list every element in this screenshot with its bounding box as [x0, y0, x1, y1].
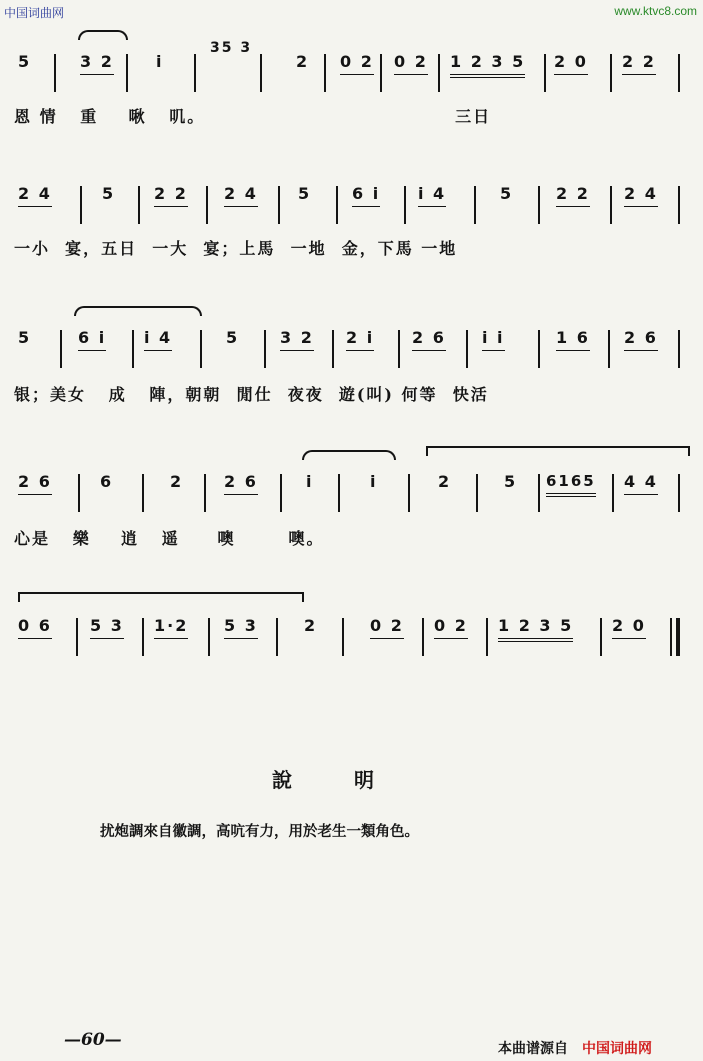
barline — [76, 618, 78, 656]
note: 2 0 — [612, 616, 646, 635]
barline — [60, 330, 62, 368]
barline — [78, 474, 80, 512]
barline — [80, 186, 82, 224]
note: 4 4 — [624, 472, 658, 491]
barline — [280, 474, 282, 512]
staff-row-1 — [14, 36, 690, 82]
lyrics-row-2: 一小 宴，五日 一大 宴；上馬 一地 金，下馬 一地 — [14, 239, 458, 258]
note: 2 6 — [18, 472, 52, 491]
barline — [466, 330, 468, 368]
lyrics-row-4: 心是 樂 逍 遥 噢 噢。 — [14, 529, 325, 548]
note: 6 i — [78, 328, 106, 347]
note: 0 2 — [434, 616, 468, 635]
note: 0 2 — [340, 52, 374, 71]
note: 2 6 — [412, 328, 446, 347]
barline — [422, 618, 424, 656]
barline — [200, 330, 202, 368]
barline — [206, 186, 208, 224]
barline — [138, 186, 140, 224]
note: 2 — [438, 472, 452, 491]
note: i — [370, 472, 378, 491]
barline — [538, 474, 540, 512]
barline — [132, 330, 134, 368]
barline — [678, 186, 680, 224]
source-label: 本曲谱源自 — [498, 1041, 568, 1057]
barline — [278, 186, 280, 224]
note: 0 2 — [370, 616, 404, 635]
note: i i — [482, 328, 505, 347]
note: 1 2 3 5 — [450, 52, 525, 71]
page-number: —60— — [64, 1030, 122, 1050]
note: 1·2 — [154, 616, 188, 635]
explanation-heading: 說明 — [272, 768, 436, 792]
staff-row-3 — [14, 312, 690, 358]
barline — [678, 54, 680, 92]
barline — [474, 186, 476, 224]
barline — [408, 474, 410, 512]
barline — [678, 330, 680, 368]
note: 5 — [226, 328, 240, 347]
note: 1 6 — [556, 328, 590, 347]
barline — [610, 186, 612, 224]
staff-row-5 — [14, 600, 690, 646]
staff-row-4 — [14, 456, 690, 502]
note: 5 — [18, 328, 32, 347]
site-watermark-right: www.ktvc8.com — [614, 4, 697, 18]
note: 2 4 — [624, 184, 658, 203]
note: 5 — [504, 472, 518, 491]
note: 6165 — [546, 472, 596, 490]
lyrics-row-1: 恩 情 重 啾 叽。 三日 — [14, 107, 492, 126]
final-barline — [676, 618, 680, 656]
barline — [612, 474, 614, 512]
barline — [404, 186, 406, 224]
barline — [142, 474, 144, 512]
source-brand: 中国词曲网 — [582, 1041, 652, 1057]
note: 2 6 — [224, 472, 258, 491]
note: 2 2 — [154, 184, 188, 203]
barline — [380, 54, 382, 92]
barline — [338, 474, 340, 512]
barline — [332, 330, 334, 368]
note: i — [306, 472, 314, 491]
note: 1 2 3 5 — [498, 616, 573, 635]
note: 5 — [298, 184, 312, 203]
note: i 4 — [418, 184, 446, 203]
barline — [600, 618, 602, 656]
note: 2 — [296, 52, 310, 71]
barline — [142, 618, 144, 656]
phrase-line — [426, 446, 690, 456]
source-credit — [498, 1038, 652, 1058]
note: 2 4 — [224, 184, 258, 203]
tie-arc — [302, 450, 396, 460]
note: 2 0 — [554, 52, 588, 71]
barline — [324, 54, 326, 92]
barline — [610, 54, 612, 92]
site-watermark-left: 中国词曲网 — [4, 6, 65, 20]
barline — [670, 618, 672, 656]
note: 6 i — [352, 184, 380, 203]
tie-arc — [74, 306, 202, 316]
note: 5 3 — [224, 616, 258, 635]
barline — [538, 330, 540, 368]
barline — [126, 54, 128, 92]
note: 3 2 — [280, 328, 314, 347]
note: 2 2 — [622, 52, 656, 71]
note: 5 3 — [90, 616, 124, 635]
barline — [476, 474, 478, 512]
note: 2 6 — [624, 328, 658, 347]
barline — [608, 330, 610, 368]
note: 5 — [500, 184, 514, 203]
note: 3 2 — [80, 52, 114, 71]
note: 6 — [100, 472, 114, 491]
note: 35 3 — [210, 40, 253, 56]
barline — [208, 618, 210, 656]
note: 2 2 — [556, 184, 590, 203]
explanation-text: 扰炮調來自徽調，高吭有力，用於老生一類角色。 — [100, 823, 419, 840]
barline — [204, 474, 206, 512]
barline — [336, 186, 338, 224]
barline — [538, 186, 540, 224]
barline — [486, 618, 488, 656]
barline — [276, 618, 278, 656]
note: 2 i — [346, 328, 374, 347]
barline — [194, 54, 196, 92]
barline — [438, 54, 440, 92]
notes-row-5 — [14, 616, 690, 1015]
note: 2 4 — [18, 184, 52, 203]
note: 0 6 — [18, 616, 52, 635]
barline — [260, 54, 262, 92]
phrase-line — [18, 592, 304, 602]
note: 0 2 — [394, 52, 428, 71]
barline — [54, 54, 56, 92]
note: 5 — [18, 52, 32, 71]
barline — [544, 54, 546, 92]
lyrics-row-3: 银；美女 成 陣，朝朝 閒仕 夜夜 遊(叫) 何等 快活 — [14, 385, 489, 404]
barline — [342, 618, 344, 656]
note: 2 — [304, 616, 318, 635]
note: 5 — [102, 184, 116, 203]
barline — [264, 330, 266, 368]
tie-arc — [78, 30, 128, 40]
barline — [678, 474, 680, 512]
staff-row-2 — [14, 168, 690, 214]
barline — [398, 330, 400, 368]
note: i — [156, 52, 164, 71]
note: i 4 — [144, 328, 172, 347]
note: 2 — [170, 472, 184, 491]
